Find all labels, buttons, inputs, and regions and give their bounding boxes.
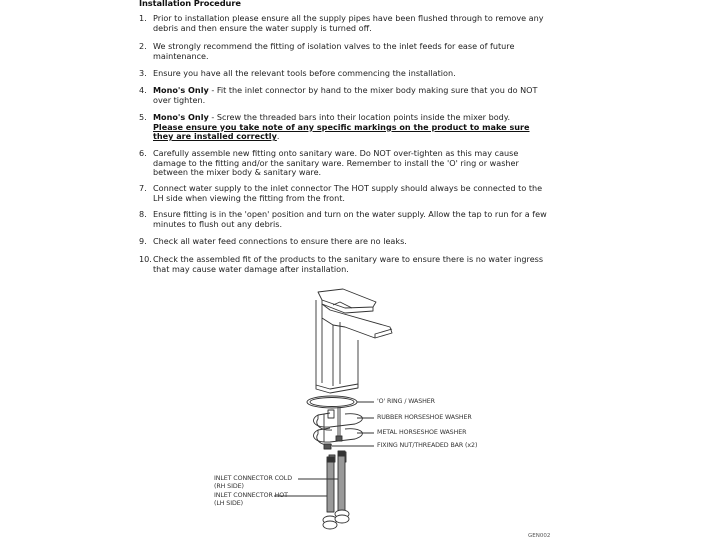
label-inlet-hot-side: (LH SIDE) [214,500,243,507]
step-number: 2. [139,41,147,51]
step-number: 8. [139,209,147,219]
step-text: We strongly recommend the fitting of isolation valves to the inlet feeds for ease of future maintenance. [153,41,515,61]
step-important-note: Please ensure you take note of any specific markings on the product to make sure they are installed correctly [153,121,530,142]
step-text: Check all water feed connections to ensure there are no leaks. [153,236,407,246]
step-number: 10. [139,254,152,264]
step-number: 3. [139,68,147,78]
inlet-hoses-illustration [323,451,349,529]
label-inlet-cold-side: (RH SIDE) [214,483,244,490]
label-inlet-cold: INLET CONNECTOR COLD [214,475,292,482]
step-text: Prior to installation please ensure all the supply pipes have been flushed through to remove any debris and then ensure the water supply is turned off. [153,13,544,33]
step-text: - Screw the threaded bars into their location points inside the mixer body. [208,112,511,122]
step-prefix: Mono's Only [153,85,209,95]
label-fixing-nut: FIXING NUT/THREADED BAR (x2) [377,442,478,449]
label-rubber-washer: RUBBER HORSESHOE WASHER [377,414,472,421]
step-number: 4. [139,85,147,95]
label-o-ring: 'O' RING / WASHER [377,398,435,405]
step-text: Ensure fitting is in the 'open' position and turn on the water supply. Allow the tap to run for a few minutes to flush out any debris. [153,209,547,229]
step-number: 5. [139,112,147,122]
o-ring-washer-illustration [307,396,357,408]
mixer-tap-illustration [316,289,392,393]
step-number: 6. [139,148,147,158]
step-text: Check the assembled fit of the products to the sanitary ware to ensure there is no water ingress that may cause water damage after installation. [153,254,544,274]
label-inlet-hot: INLET CONNECTOR HOT [214,492,288,499]
threaded-bars-illustration [324,407,342,442]
step-number: 9. [139,236,147,246]
step-text: - Fit the inlet connector by hand to the mixer body making sure that you do NOT over tighten. [153,85,538,105]
step-prefix: Mono's Only [153,112,209,122]
note-suffix: . [276,131,280,142]
step-number: 7. [139,183,147,193]
step-text: Connect water supply to the inlet connector The HOT supply should always be connected to the LH side when viewing the fitting from the front. [153,183,543,203]
document-code: GEN002 [528,533,551,539]
step-text: Carefully assemble new fitting onto sanitary ware. Do NOT over-tighten as this may cause damage to the fitting and/or the sanitary ware. Remember to install the 'O' ring or washer between the mixer body & sanitary ware. [153,148,519,178]
step-text: Ensure you have all the relevant tools before commencing the installation. [153,68,456,78]
step-number: 1. [139,13,147,23]
page-title: Installation Procedure [139,0,241,8]
label-metal-washer: METAL HORSESHOE WASHER [377,429,467,436]
